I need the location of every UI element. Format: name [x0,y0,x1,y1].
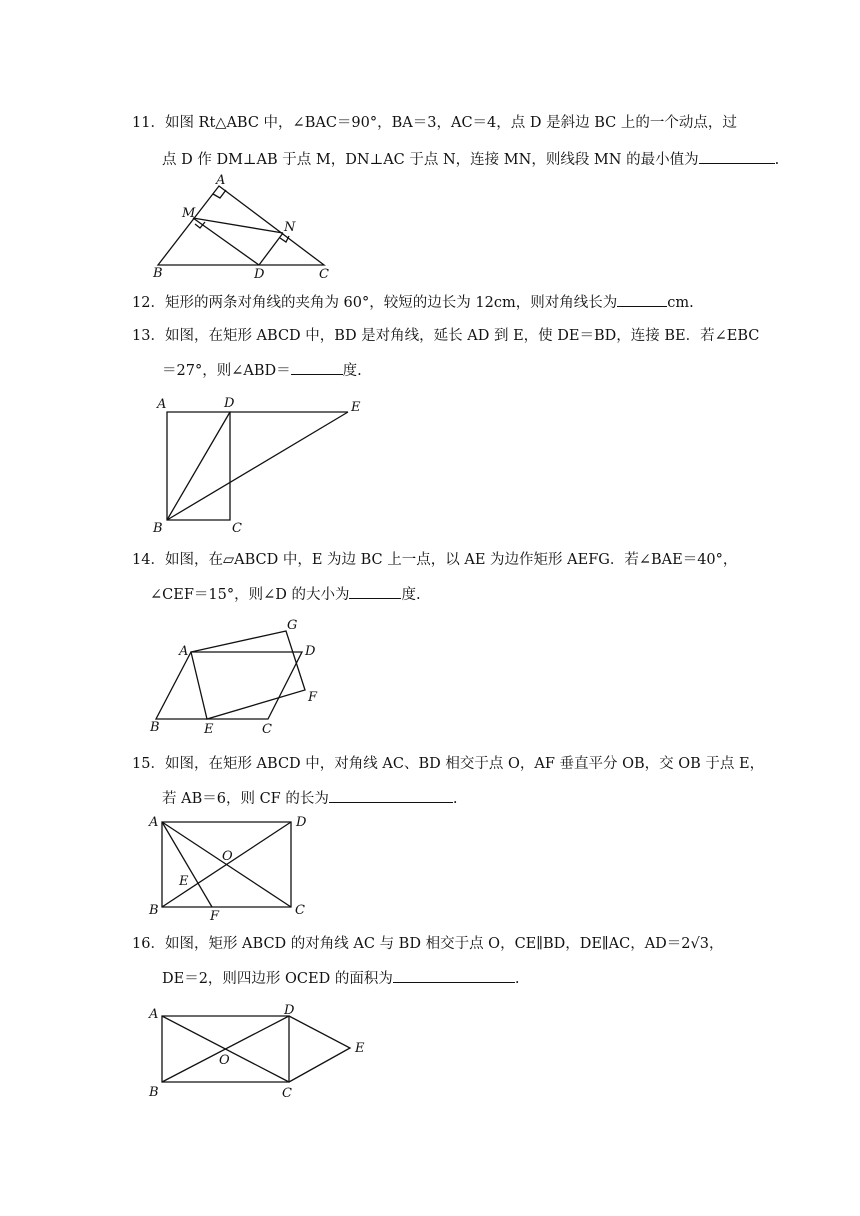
problem-16-text: DE＝2，则四边形 OCED 的面积为 [162,971,393,987]
label-f: F [308,690,318,705]
label-d: D [296,815,307,830]
problem-14-text: ∠CEF＝15°，则∠D 的大小为 [150,587,350,603]
problem-12-text: 12．矩形的两条对角线的夹角为 60°，较短的边长为 12cm，则对角线长为 [132,295,618,311]
problem-16-line-1: 16．如图，矩形 ABCD 的对角线 AC 与 BD 相交于点 O，CE∥BD，DE∥AC，AD＝2√3， [132,936,724,952]
problem-11-line-1: 11．如图 Rt△ABC 中，∠BAC＝90°，BA＝3，AC＝4，点 D 是斜边 BC 上的一个动点，过 [132,115,737,131]
problem-13-text: ＝27°，则∠ABD＝ [162,363,291,379]
label-f: F [210,909,220,924]
label-c: C [319,267,329,282]
problem-16-end: . [514,971,520,987]
label-c: C [282,1086,292,1101]
label-e: E [351,400,361,415]
label-b: B [150,720,160,735]
label-c: C [232,521,242,536]
problem-13-end: 度. [342,363,362,379]
label-b: B [153,521,163,536]
problem-15-line-1: 15．如图，在矩形 ABCD 中，对角线 AC、BD 相交于点 O，AF 垂直平分 OB，交 OB 于点 E， [132,756,765,772]
problem-12-end: cm. [667,295,694,311]
label-a: A [216,173,226,188]
problem-11-end: . [774,152,780,168]
label-d: D [224,396,235,411]
label-a: A [149,1007,159,1022]
label-c: C [295,903,305,918]
label-n: N [284,220,296,235]
label-c: C [262,722,272,737]
problem-14-line-1: 14．如图，在▱ABCD 中，E 为边 BC 上一点，以 AE 为边作矩形 AEFG．若∠BAE＝40°， [132,552,738,568]
label-a: A [179,644,189,659]
label-b: B [149,903,159,918]
segments-de-ec [289,1016,350,1082]
problem-11-text: 点 D 作 DM⊥AB 于点 M，DN⊥AC 于点 N，连接 MN，则线段 MN 的最小值为 [162,152,699,168]
label-d: D [305,644,316,659]
label-a: A [157,397,167,412]
problem-13-line-1: 13．如图，在矩形 ABCD 中，BD 是对角线，延长 AD 到 E，使 DE＝BD，连接 BE．若∠EBC [132,328,760,344]
label-d: D [284,1003,295,1018]
label-g: G [287,618,298,633]
label-o: O [222,849,233,864]
label-m: M [182,206,196,221]
problem-15-end: . [452,791,458,807]
label-e: E [355,1041,365,1056]
label-o: O [219,1053,230,1068]
label-e: E [204,722,214,737]
problem-14-end: 度. [401,587,421,603]
problem-15-text: 若 AB＝6，则 CF 的长为 [162,791,329,807]
label-d: D [254,267,265,282]
label-b: B [149,1085,159,1100]
label-a: A [149,815,159,830]
label-e: E [179,874,189,889]
label-b: B [153,266,163,281]
